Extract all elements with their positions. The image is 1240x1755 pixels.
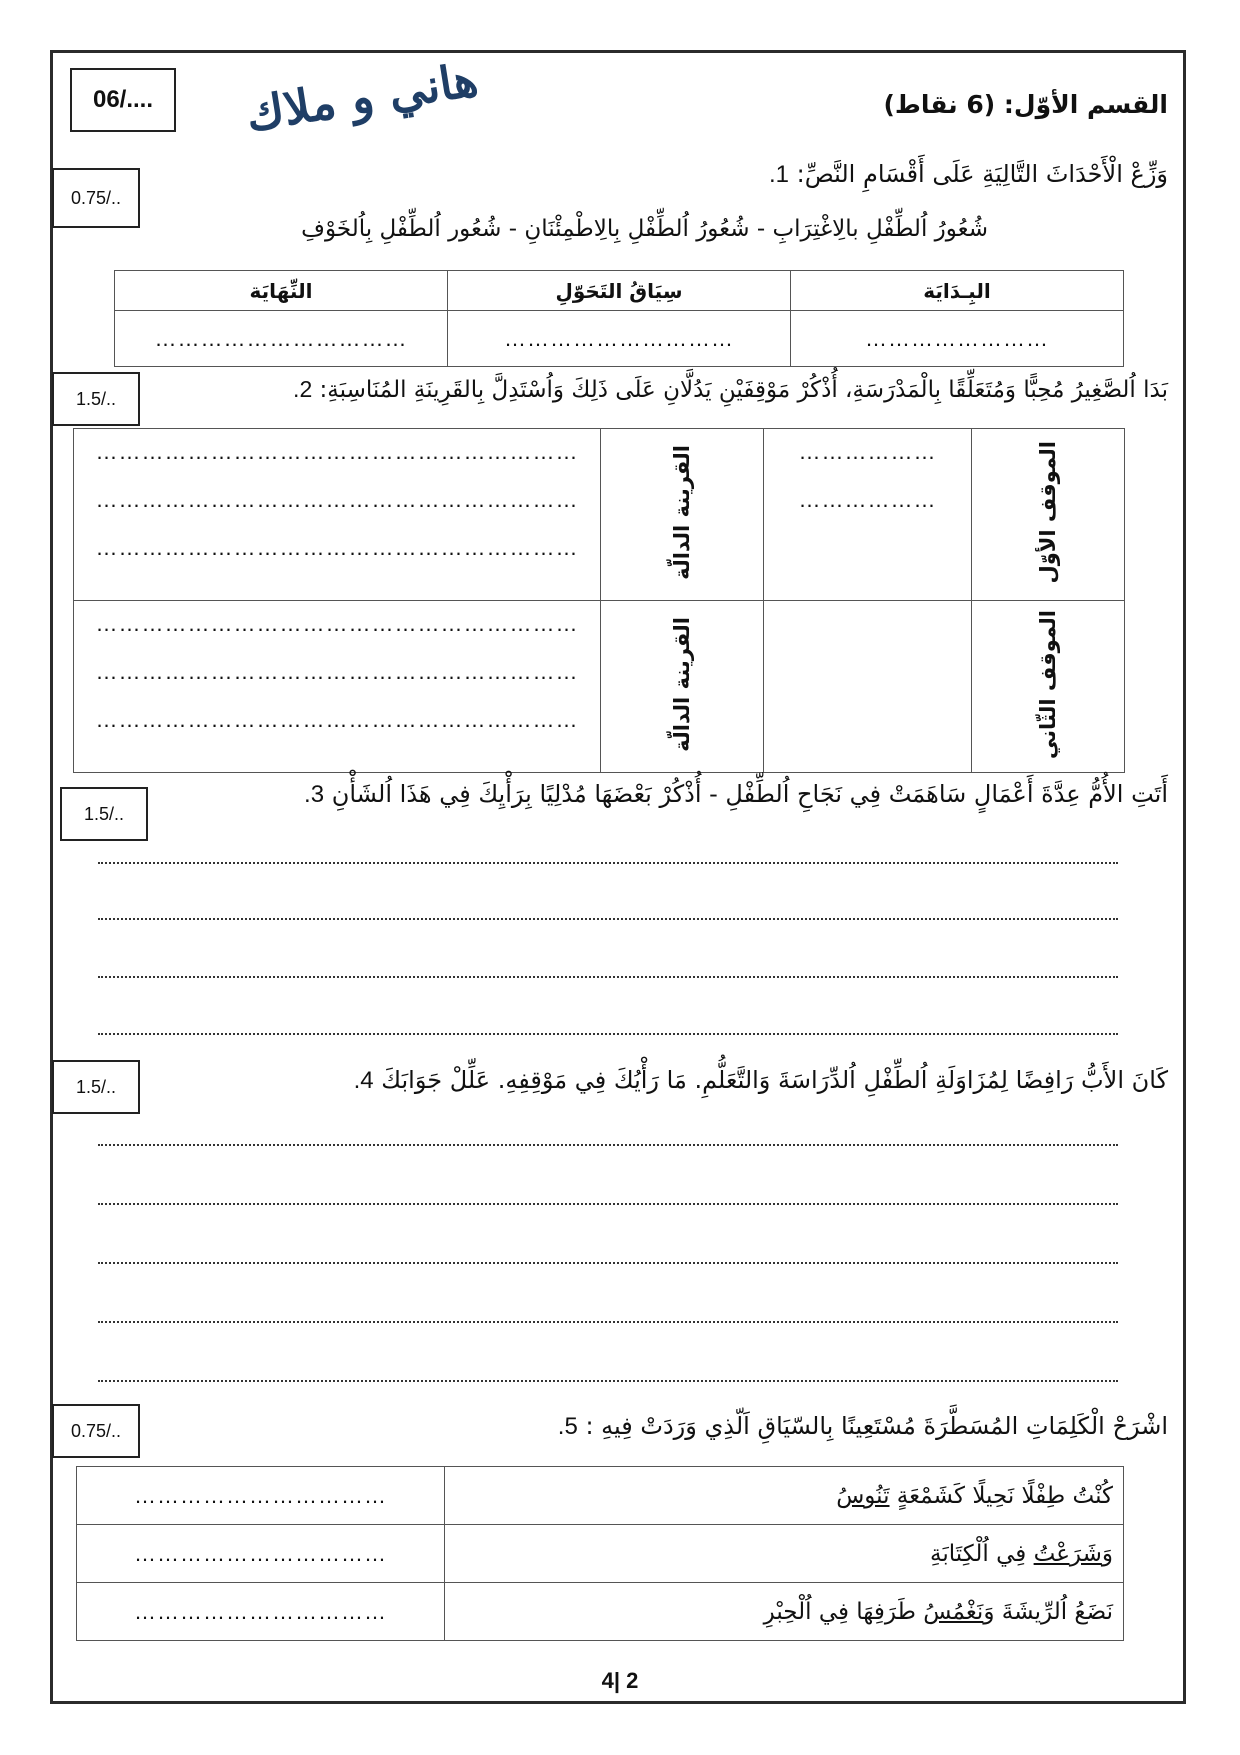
section-title: القسم الأوّل: (6 نقاط) (883, 90, 1168, 119)
q1-table (114, 270, 1124, 367)
q2-clue1-answer[interactable]: ……………………………………………………… ……………………………………………………… ……………………………………………………… (74, 429, 601, 601)
q5-answer-1[interactable]: …………………………… (77, 1467, 445, 1525)
q1-header-beginning: البِـدَايَة (791, 271, 1124, 311)
q2-clue2-label-cell (601, 601, 764, 773)
q4-answer-line-5[interactable] (98, 1380, 1118, 1382)
q3-number: 3. (304, 781, 325, 808)
q2-situation1-label: الموقف الأوّل (1036, 441, 1060, 584)
q1-score-box: 0.75/.. (52, 168, 140, 228)
q2-prompt (293, 376, 1168, 403)
q1-blank-ending[interactable]: …………………………… (115, 311, 448, 367)
q5-row-2 (77, 1525, 1124, 1583)
q3-answer-line-2[interactable] (98, 918, 1118, 920)
q2-prompt-text: بَدَا اُلصَّغِيرُ مُحِبًّا وَمُتَعَلِّقًا بِالْمَدْرَسَةِ، أُذْكُرْ مَوْقِفَيْنِ يَدُلَّانِ عَلَى ذَلِكَ وَاُسْتَدِلَّ بِالقَرِينَةِ المُنَاسِبَةِ: (319, 377, 1168, 403)
q2-number: 2. (293, 376, 313, 402)
q1-header-transition: سِيَاقُ التَحَوّلِ (447, 271, 790, 311)
q1-events-list: شُعُورُ اُلطِّفْلِ بالِاغْتِرَابِ - شُعُورُ اُلطِّفْلِ بِالِاطْمِئْنَانِ - شُعُور اُلطِّفْلِ بِاُلخَوْفِ (301, 216, 988, 242)
q4-answer-line-2[interactable] (98, 1203, 1118, 1205)
q3-answer-line-1[interactable] (98, 862, 1118, 864)
q1-blank-transition[interactable]: ………………………… (447, 311, 790, 367)
q3-prompt-text: أَتَتِ الأُمُّ عِدَّةَ أَعْمَالٍ سَاهَمَتْ فِي نَجَاحِ اُلطِّفْلِ - أُذْكُرْ بَعْضَهَا مُدْلِيًا بِرَأْيِكَ فِي هَذَا اُلشَأْنِ (331, 780, 1168, 808)
q5-sentence-1: كُنْتُ طِفْلًا نَحِيلًا كَشَمْعَةٍ تَنُوسُ (445, 1467, 1124, 1525)
q2-situation1-label-cell (972, 429, 1125, 601)
q2-situation2-answer[interactable] (764, 601, 972, 773)
q5-prompt (558, 1412, 1168, 1441)
q5-number: 5. (557, 1413, 578, 1440)
q4-answer-line-3[interactable] (98, 1262, 1118, 1264)
q4-prompt-text: كَانَ الأَبُّ رَافِضًا لِمُزَاوَلَةِ اُلطِّفْلِ اُلدِّرَاسَةَ وَالتَّعَلُّمِ. مَا رَأْيُكَ فِي مَوْقِفِهِ. عَلِّلْ جَوَابَكَ (381, 1066, 1168, 1094)
page-number: 4| 2 (601, 1668, 639, 1693)
q5-table (76, 1466, 1124, 1641)
q5-answer-2[interactable]: …………………………… (77, 1525, 445, 1583)
handwritten-signature: هاني و ملاك (242, 52, 482, 142)
q2-situation1-answer[interactable]: ……………… ……………… (764, 429, 972, 601)
q5-row-3 (77, 1583, 1124, 1641)
q5-underlined-word-1: تَنُوسُ (836, 1482, 890, 1509)
q4-number: 4. (353, 1067, 374, 1094)
q2-situation2-label: الموقف الثّاني (1036, 609, 1060, 760)
q4-answer-line-1[interactable] (98, 1144, 1118, 1146)
q2-clue1-label-cell (601, 429, 764, 601)
q1-header-ending: النِّهَايَة (115, 271, 448, 311)
q2-score-box: 1.5/.. (52, 372, 140, 426)
total-score: 06/.... (92, 86, 154, 113)
q5-underlined-word-2: شَرَعْتُ (1033, 1540, 1102, 1567)
q5-underlined-word-3: نَغْمُسُ (923, 1598, 984, 1625)
q5-sentence-2: وَشَرَعْتُ فِي اُلْكِتَابَةِ (445, 1525, 1124, 1583)
q1-blank-beginning[interactable]: …………………… (791, 311, 1124, 367)
q3-prompt (304, 780, 1168, 809)
q3-answer-line-3[interactable] (98, 976, 1118, 978)
q5-row-1 (77, 1467, 1124, 1525)
q4-score-box: 1.5/.. (52, 1060, 140, 1114)
q2-table (73, 428, 1125, 773)
q5-score-box: 0.75/.. (52, 1404, 140, 1458)
q4-prompt (354, 1066, 1168, 1095)
total-score-box (70, 68, 176, 132)
q5-sentence-3: نَضَعُ اُلرِّيشَةَ وَنَغْمُسُ طَرَفِهَا فِي اُلْحِبْرِ (445, 1583, 1124, 1641)
q2-clue2-answer[interactable]: ……………………………………………………… ……………………………………………………… ……………………………………………………… (74, 601, 601, 773)
q1-prompt-text: وَزِّعْ الْأَحْدَاثَ التَّالِيَةِ عَلَى أَقْسَامِ النَّصِّ: (796, 160, 1168, 188)
q5-prompt-text: اشْرَحْ الْكَلِمَاتِ المُسَطَّرَةَ مُسْتَعِينًا بِالسّيَاقِ اَلّذِي وَرَدَتْ فِيهِ : (585, 1412, 1168, 1440)
q2-situation2-label-cell (972, 601, 1125, 773)
q2-clue2-label: القرينة الدالّة (670, 617, 694, 752)
q1-prompt (769, 160, 1168, 189)
q5-answer-3[interactable]: …………………………… (77, 1583, 445, 1641)
q4-answer-line-4[interactable] (98, 1321, 1118, 1323)
q1-number: 1. (768, 161, 789, 188)
q3-answer-line-4[interactable] (98, 1033, 1118, 1035)
q2-clue1-label: القرينة الدالّة (670, 445, 694, 580)
q3-score-box: 1.5/.. (60, 787, 148, 841)
